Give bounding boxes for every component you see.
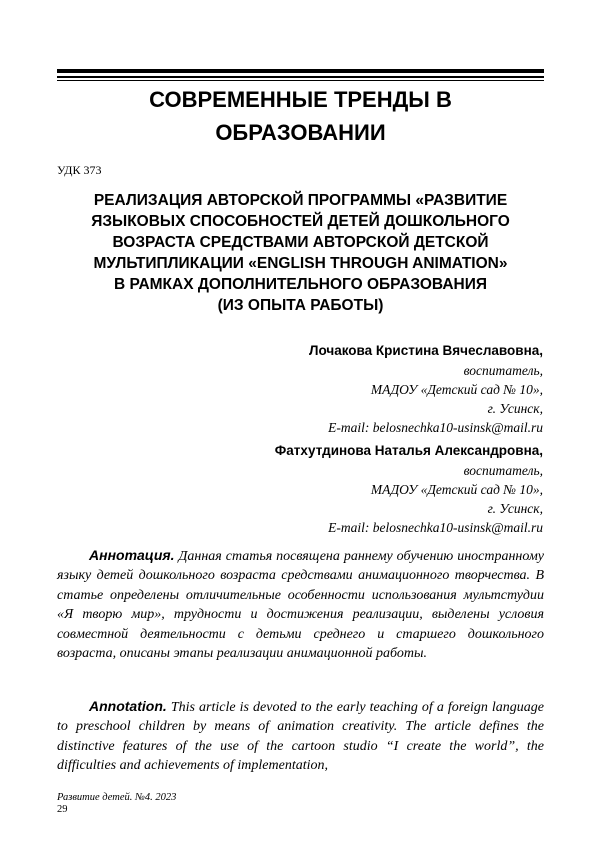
author-name: Фатхутдинова Наталья Александровна, [274, 443, 543, 458]
article-title-line: РЕАЛИЗАЦИЯ АВТОРСКОЙ ПРОГРАММЫ «РАЗВИТИЕ [93, 192, 508, 209]
author-organization: МАДОУ «Детский сад № 10», [370, 382, 543, 397]
section-title [57, 83, 544, 149]
header-rule-thick [57, 69, 544, 73]
author-organization: МАДОУ «Детский сад № 10», [370, 482, 543, 497]
abstract-ru-text: Данная статья посвящена раннему обучению иностранному языку детей дошкольного возраста средствами анимационного творчества. В статье определены отличительные особенности использования мультстудии «Я творю мир», трудности и достижения реализации, выделены условия совместной деятельности с детьми среднего и старшего дошкольного возраста, описаны этапы реализации анимационной работы. [57, 549, 544, 662]
article-title [57, 190, 544, 316]
page-footer [57, 792, 176, 816]
article-title-line: ЯЗЫКОВЫХ СПОСОБНОСТЕЙ ДЕТЕЙ ДОШКОЛЬНОГО [91, 213, 510, 230]
author-city: г. Усинск, [487, 501, 543, 516]
author-block [275, 441, 543, 537]
abstract-ru [57, 546, 544, 663]
abstract-en [57, 697, 544, 776]
author-block [309, 341, 543, 437]
journal-reference: Развитие детей. №4. 2023 [57, 792, 177, 803]
section-title-line: ОБРАЗОВАНИИ [215, 120, 386, 145]
article-title-line: В РАМКАХ ДОПОЛНИТЕЛЬНОГО ОБРАЗОВАНИЯ [113, 276, 488, 293]
article-title-line: (ИЗ ОПЫТА РАБОТЫ) [217, 297, 384, 314]
article-title-line: ВОЗРАСТА СРЕДСТВАМИ АВТОРСКОЙ ДЕТСКОЙ [112, 234, 489, 251]
page-number: 29 [57, 804, 68, 815]
header-rule-thin [57, 80, 544, 81]
header-rule-medium [57, 76, 544, 78]
section-title-line: СОВРЕМЕННЫЕ ТРЕНДЫ В [149, 87, 452, 112]
abstract-ru-label: Аннотация. [89, 547, 175, 563]
udc-code: УДК 373 [57, 163, 102, 177]
abstract-en-label: Annotation. [89, 698, 167, 714]
article-title-line: МУЛЬТИПЛИКАЦИИ «ENGLISH THROUGH ANIMATION» [93, 255, 508, 272]
author-email: E-mail: belosnechka10-usinsk@mail.ru [328, 420, 543, 435]
author-city: г. Усинск, [487, 401, 543, 416]
author-position: воспитатель, [463, 363, 543, 378]
author-email: E-mail: belosnechka10-usinsk@mail.ru [328, 520, 543, 535]
author-name: Лочакова Кристина Вячеславовна, [308, 343, 543, 358]
abstract-en-text: This article is devoted to the early teaching of a foreign language to preschool children by means of animation creativity. The article defines the distinctive features of the use of the cartoon studio “I create the world”, the difficulties and achievements of implementation, [57, 700, 545, 774]
author-position: воспитатель, [463, 463, 543, 478]
